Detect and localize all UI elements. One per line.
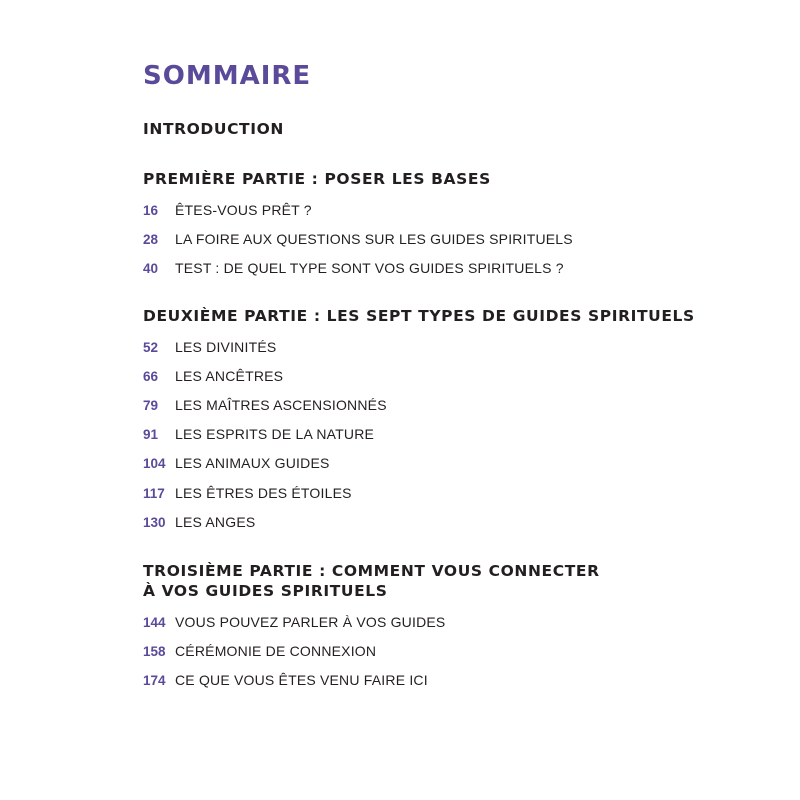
- toc-entry[interactable]: [143, 366, 283, 386]
- toc-entry[interactable]: [143, 395, 387, 415]
- page-number: 66: [143, 369, 159, 384]
- entry-label: LES ANIMAUX GUIDES: [175, 455, 330, 471]
- toc-entry[interactable]: [143, 612, 445, 632]
- toc-entry[interactable]: [143, 424, 374, 444]
- entry-label: LES ÊTRES DES ÉTOILES: [175, 485, 352, 501]
- entry-label: CÉRÉMONIE DE CONNEXION: [175, 643, 377, 659]
- toc-entry[interactable]: [143, 229, 573, 249]
- section-heading-part-3-line-2: À VOS GUIDES SPIRITUELS: [143, 582, 388, 600]
- section-heading-introduction: INTRODUCTION: [143, 120, 284, 138]
- entry-label: LES MAÎTRES ASCENSIONNÉS: [175, 397, 387, 413]
- toc-entry[interactable]: [143, 200, 312, 220]
- page-number: 16: [143, 203, 159, 218]
- page-number: 91: [143, 427, 159, 442]
- entry-label: TEST : DE QUEL TYPE SONT VOS GUIDES SPIRITUELS ?: [175, 260, 564, 276]
- toc-entry[interactable]: [143, 337, 276, 357]
- section-heading-part-2: DEUXIÈME PARTIE : LES SEPT TYPES DE GUIDES SPIRITUELS: [143, 307, 695, 325]
- entry-label: LES ANGES: [175, 514, 256, 530]
- section-heading-part-1: PREMIÈRE PARTIE : POSER LES BASES: [143, 170, 491, 188]
- page-number: 144: [143, 615, 166, 630]
- page-number: 158: [143, 644, 166, 659]
- page-number: 28: [143, 232, 159, 247]
- entry-label: CE QUE VOUS ÊTES VENU FAIRE ICI: [175, 672, 428, 688]
- page-number: 130: [143, 515, 166, 530]
- toc-entry[interactable]: [143, 512, 255, 532]
- entry-label: VOUS POUVEZ PARLER À VOS GUIDES: [175, 614, 446, 630]
- toc-entry[interactable]: [143, 453, 330, 473]
- page-number: 52: [143, 340, 159, 355]
- entry-label: LES ANCÊTRES: [175, 368, 284, 384]
- entry-label: ÊTES-VOUS PRÊT ?: [175, 202, 312, 218]
- toc-entry[interactable]: [143, 670, 428, 690]
- page-number: 79: [143, 398, 159, 413]
- section-heading-part-3: TROISIÈME PARTIE : COMMENT VOUS CONNECTER: [143, 562, 600, 580]
- entry-label: LES ESPRITS DE LA NATURE: [175, 426, 375, 442]
- toc-entry[interactable]: [143, 641, 376, 661]
- entry-label: LES DIVINITÉS: [175, 339, 277, 355]
- page-number: 40: [143, 261, 159, 276]
- toc-entry[interactable]: [143, 258, 564, 278]
- page-number: 104: [143, 456, 166, 471]
- toc-entry[interactable]: [143, 483, 352, 503]
- page-title: SOMMAIRE: [143, 61, 312, 91]
- page-number: 117: [143, 486, 165, 501]
- page-number: 174: [143, 673, 166, 688]
- entry-label: LA FOIRE AUX QUESTIONS SUR LES GUIDES SPIRITUELS: [175, 231, 573, 247]
